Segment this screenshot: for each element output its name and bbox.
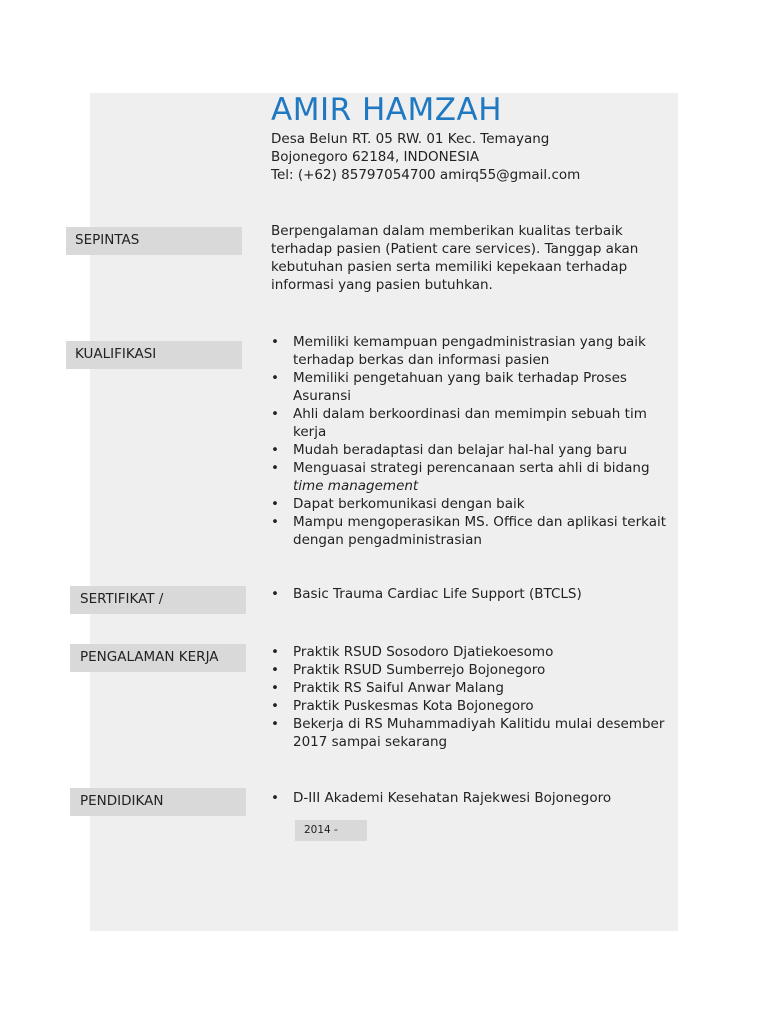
kualifikasi-list — [271, 333, 666, 549]
list-item-text: Mudah beradaptasi dan belajar hal-hal yang baru — [293, 442, 628, 458]
list-item — [271, 369, 666, 405]
phone-email-line: Tel: (+62) 85797054700 amirq55@gmail.com — [271, 167, 581, 183]
summary-text — [271, 222, 671, 294]
bullet-icon: • — [271, 790, 279, 806]
list-item-text: Bekerja di RS Muhammadiyah Kalitidu mulai desember — [293, 716, 665, 732]
education-year-badge: 2014 - — [295, 820, 367, 841]
bullet-icon: • — [271, 460, 279, 476]
section-label-pendidikan: PENDIDIKAN — [70, 788, 246, 816]
list-item-text: Basic Trauma Cardiac Life Support (BTCLS) — [293, 586, 582, 602]
list-item-text: Praktik RS Saiful Anwar Malang — [293, 680, 504, 696]
candidate-name: AMIR HAMZAH — [271, 92, 503, 128]
list-item-text: Praktik RSUD Sosodoro Djatiekoesomo — [293, 644, 554, 660]
list-item — [271, 697, 664, 715]
list-item-text: Ahli dalam berkoordinasi dan memimpin sebuah tim — [293, 406, 647, 422]
summary-line: informasi yang pasien butuhkan. — [271, 277, 493, 293]
bullet-icon: • — [271, 406, 279, 422]
summary-line: Berpengalaman dalam memberikan kualitas terbaik — [271, 223, 623, 239]
pengalaman-list — [271, 643, 664, 751]
bullet-icon: • — [271, 496, 279, 512]
section-label-kualifikasi: KUALIFIKASI — [66, 341, 242, 369]
pendidikan-list — [271, 789, 611, 807]
list-item — [271, 585, 582, 603]
contact-block — [271, 130, 580, 184]
address-line-1: Desa Belun RT. 05 RW. 01 Kec. Temayang — [271, 131, 550, 147]
sertifikat-list — [271, 585, 582, 603]
list-item — [271, 459, 666, 495]
list-item — [271, 333, 666, 369]
list-item-text: kerja — [293, 424, 327, 440]
address-line-2: Bojonegoro 62184, INDONESIA — [271, 149, 480, 165]
list-item-text: terhadap berkas dan informasi pasien — [293, 352, 550, 368]
list-item-text: Mampu mengoperasikan MS. Office dan aplikasi terkait — [293, 514, 667, 530]
bullet-icon: • — [271, 442, 279, 458]
list-item — [271, 661, 664, 679]
list-item — [271, 441, 666, 459]
bullet-icon: • — [271, 514, 279, 530]
list-item — [271, 715, 664, 751]
list-item-text: Memiliki pengetahuan yang baik terhadap Proses — [293, 370, 627, 386]
bullet-icon: • — [271, 586, 279, 602]
bullet-icon: • — [271, 680, 279, 696]
list-item-text: Memiliki kemampuan pengadministrasian yang baik — [293, 334, 646, 350]
bullet-icon: • — [271, 698, 279, 714]
bullet-icon: • — [271, 716, 279, 732]
list-item-text: Praktik Puskesmas Kota Bojonegoro — [293, 698, 534, 714]
section-label-pengalaman: PENGALAMAN KERJA — [70, 644, 246, 672]
list-item-text: Asuransi — [293, 388, 351, 404]
list-item — [271, 405, 666, 441]
summary-line: terhadap pasien (Patient care services). Tanggap akan — [271, 241, 639, 257]
section-label-sepintas: SEPINTAS — [66, 227, 242, 255]
list-item-text: Praktik RSUD Sumberrejo Bojonegoro — [293, 662, 546, 678]
bullet-icon: • — [271, 370, 279, 386]
list-item-text: 2017 sampai sekarang — [293, 734, 448, 750]
list-item — [271, 513, 666, 549]
bullet-icon: • — [271, 334, 279, 350]
list-item-text: Menguasai strategi perencanaan serta ahli di bidang — [293, 460, 650, 476]
section-label-sertifikat: SERTIFIKAT / — [70, 586, 246, 614]
list-item — [271, 643, 664, 661]
list-item-text: Dapat berkomunikasi dengan baik — [293, 496, 525, 512]
summary-line: kebutuhan pasien serta memiliki kepekaan terhadap — [271, 259, 628, 275]
list-item — [271, 679, 664, 697]
list-item — [271, 495, 666, 513]
list-item — [271, 789, 611, 807]
list-item-text: dengan pengadministrasian — [293, 532, 482, 548]
bullet-icon: • — [271, 644, 279, 660]
bullet-icon: • — [271, 662, 279, 678]
list-item-text: D-III Akademi Kesehatan Rajekwesi Bojonegoro — [293, 790, 612, 806]
list-item-text: time management — [293, 478, 419, 494]
